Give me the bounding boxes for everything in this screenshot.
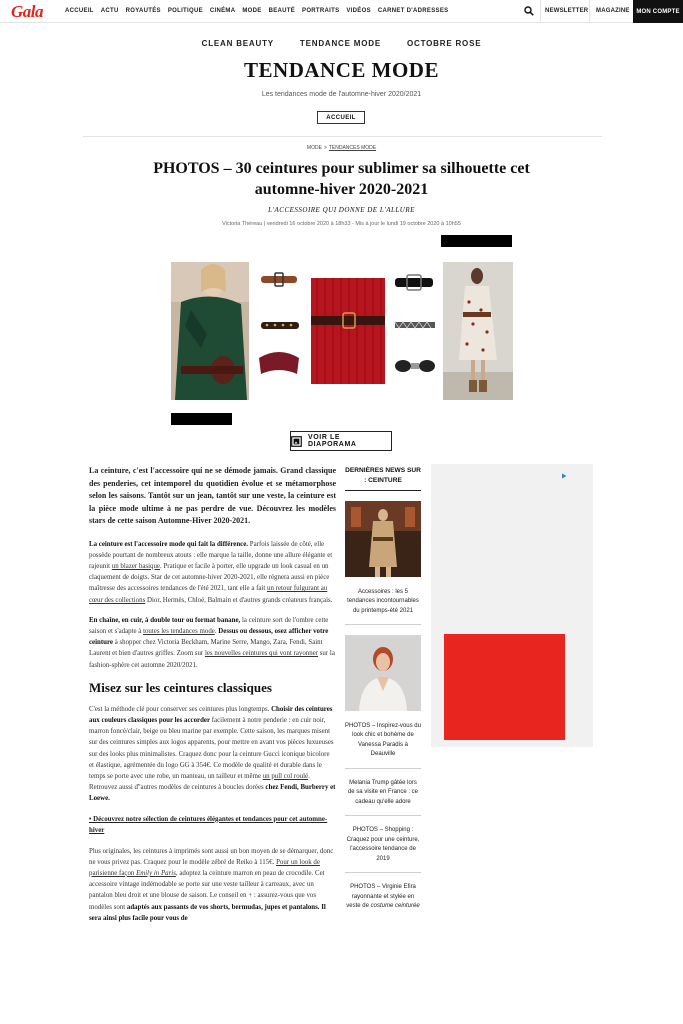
sidebar-news-item[interactable] <box>345 883 421 920</box>
paragraph: La ceinture est l'accessoire mode qui fait la différence. Parfois laissée de côté, elle possède pourtant de nombreux atouts : elle marque la taille, donne une allure élégante et rajeunit un blazer basique. Pratique et facile à porter, elle upgrade un look casual en un claquement de doigts. Star de cet automne-hiver 2020-2021, elle régnera aussi en pièce maîtresse des accessoires tendances de l'été 2021, tant elle a fait un retour fulgurant au cœur des collections Dior, Hermès, Chloé, Balmain et d'autres grands créateurs français. <box>89 540 333 604</box>
selection-link[interactable]: • Découvrez notre sélection de ceintures élégantes et tendances pour cet automne-hiver <box>89 815 328 834</box>
article-body <box>89 465 336 933</box>
home-button[interactable]: ACCUEIL <box>317 111 365 124</box>
paragraph: C'est la méthode clé pour conserver ses ceintures plus longtemps. Choisir des ceintures aux couleurs classiques pour les accorder facilement à notre penderie : en cuir noir, marron foncé/clair, beige ou bleu marine par exemple. Cette saison, les marques misent sur des ceintures simples aux logos apparents, pour mettre en avant vos pièces luxueuses sur des looks plus minimalistes. Craquez donc pour la ceinture Gucci iconique bicolore et élastique, agrémentée du logo GG à 354€. Ce modèle de qualité et durable dans le temps se porte avec une robe, un manteau, un tailleur et même un pull col roulé. Retrouvez aussi d''autres modèles de ceintures à boucles dorées chez Fendi, Burberry et Loewe. <box>89 705 336 803</box>
section-subtitle: Les tendances mode de l'automne-hiver 2020/2021 <box>261 91 422 98</box>
inline-link[interactable]: toutes les tendances mode <box>143 627 215 635</box>
nav-link-cinema[interactable]: CINÉMA <box>209 8 236 14</box>
main-nav <box>65 8 448 14</box>
article-intro: La ceinture, c'est l'accessoire qui ne se démode jamais. Grand classique des penderies, cet intemporel du quotidien évolue et se métamorphose selon les saisons. Tantôt sur un jean, tantôt sur une veste, la ceinture est la pièce mode ultime à ne pas perdre de vue. Découvrez les modèles stars de cette saison Automne-Hiver 2020-2021. <box>89 466 336 525</box>
red-knit-belt-photo <box>311 278 385 384</box>
ad-banner[interactable] <box>444 634 565 740</box>
inline-link[interactable]: un blazer basique <box>111 562 160 570</box>
category-clean-beauty[interactable]: CLEAN BEAUTY <box>201 39 274 48</box>
latest-news-sidebar <box>345 466 421 930</box>
divider <box>83 136 602 137</box>
nav-divider <box>540 0 541 23</box>
sidebar-news-text[interactable]: PHOTOS – Shopping : Craquez pour une ceinture, l'accessoire tendance de 2019 <box>346 827 420 862</box>
news-thumbnail[interactable] <box>345 501 421 577</box>
article-byline: Victoria Théreau | vendredi 16 octobre 2020 à 18h33 - Mis à jour le lundi 19 octobre 2020 à 10h55 <box>222 221 461 227</box>
breadcrumb-tendances-mode[interactable]: TENDANCES MODE <box>328 145 377 151</box>
nav-link-royautes[interactable]: ROYAUTÉS <box>125 8 161 14</box>
sidebar-title: DERNIÈRES NEWS SUR : CEINTURE <box>345 466 421 491</box>
nav-link-carnet[interactable]: CARNET D'ADRESSES <box>377 8 449 14</box>
section-heading: Misez sur les ceintures classiques <box>89 679 272 695</box>
inline-link[interactable]: Pour un look de parisienne façon Emily in Paris <box>89 858 320 877</box>
article-title: PHOTOS – 30 ceintures pour sublimer sa silhouette cet automne-hiver 2020-2021 <box>153 160 530 198</box>
category-tendance-mode[interactable]: TENDANCE MODE <box>299 39 381 48</box>
paragraph: En chaîne, en cuir, à double tour ou format banane, la ceinture sort de l'ombre cette saison et s'adapte à toutes les tendances mode. Dessus ou dessous, osez afficher votre ceinture à shopper chez Victoria Beckham, Marine Serre, Mango, Zara, Fendi, Saint Laurent et bien d'autres griffes. Zoom sur les nouvelles ceintures qui vont rayonner sur la fashion-sphère cet automne 2020/2021. <box>89 616 335 669</box>
sidebar-news-item[interactable] <box>345 826 421 873</box>
inline-link[interactable]: un retour fulgurant au cœur des collections <box>89 585 328 604</box>
sidebar-news-text[interactable]: Melania Trump gâtée lors de sa visite en France : ce cadeau qu'elle adore <box>347 779 419 805</box>
model-green-sweater-photo <box>171 262 249 400</box>
sidebar-news-item[interactable] <box>345 635 421 769</box>
nav-link-mode[interactable]: MODE <box>242 8 262 14</box>
category-octobre-rose[interactable]: OCTOBRE ROSE <box>407 39 482 48</box>
view-slideshow-label: VOIR LE DIAPORAMA <box>307 434 357 448</box>
magazine-link[interactable]: MAGAZINE <box>596 8 630 14</box>
sidebar-news-item[interactable] <box>345 779 421 817</box>
section-title: TENDANCE MODE <box>244 58 439 82</box>
sidebar-news-item[interactable] <box>345 501 421 625</box>
nav-link-portraits[interactable]: PORTRAITS <box>302 8 340 14</box>
sidebar-news-text[interactable]: Accessoires : les 5 tendances incontournables du printemps-été 2021 <box>347 588 419 614</box>
nav-divider <box>589 0 590 23</box>
sidebar-news-text[interactable]: PHOTOS – Virginie Efira rayonnante et stylée en veste de costume ceinturée <box>346 884 420 909</box>
redacted-block <box>441 235 512 247</box>
inline-link[interactable]: un pull col roulé <box>262 772 309 780</box>
gala-logo[interactable]: Gala <box>11 2 43 21</box>
redacted-block <box>171 413 232 425</box>
account-button[interactable]: MON COMPTE <box>633 0 683 23</box>
nav-link-actu[interactable]: ACTU <box>100 8 119 14</box>
section-categories <box>0 39 683 48</box>
nav-link-beaute[interactable]: BEAUTÉ <box>268 8 296 14</box>
nav-link-videos[interactable]: VIDÉOS <box>346 8 371 14</box>
ad-choices-icon[interactable] <box>561 473 567 479</box>
search-icon[interactable] <box>524 6 534 16</box>
runway-model-photo <box>443 262 513 400</box>
belts-collage-image[interactable] <box>171 262 513 400</box>
breadcrumb-mode[interactable]: MODE <box>306 145 322 151</box>
newsletter-link[interactable]: NEWSLETTER <box>545 8 589 14</box>
news-thumbnail[interactable] <box>345 635 421 711</box>
breadcrumb <box>0 145 683 151</box>
inline-link[interactable]: les nouvelles ceintures qui vont rayonner <box>204 650 319 658</box>
breadcrumb-separator: > <box>323 145 327 151</box>
slideshow-icon <box>291 436 302 447</box>
nav-link-politique[interactable]: POLITIQUE <box>167 8 203 14</box>
article-kicker: L'ACCESSOIRE QUI DONNE DE L'ALLURE <box>268 206 415 214</box>
nav-link-accueil[interactable]: ACCUEIL <box>65 8 94 14</box>
view-slideshow-button[interactable] <box>290 431 392 451</box>
paragraph: Plus originales, les ceintures à imprimés sont aussi un bon moyen de se démarquer, donc ne vous privez pas. Craquez pour le modèle zébré de Reiko à 115€. Pour un look de parisienne façon Emily in Paris, adoptez la ceinture marron en peau de crocodile. Cet accessoire vintage indémodable se porte sur une veste tailleur à carreaux, avec un pantalon bleu droit et une blouse de saison. Le conseil en + : assurez-vous que vos modèles sont adaptés aux passants de vos shorts, bermudas, jupes et pantalons. Il sera ainsi plus facile pour vous de <box>89 847 334 922</box>
top-navbar <box>0 0 683 23</box>
sidebar-news-text[interactable]: PHOTOS – Inspirez-vous du look chic et bohème de Vanessa Paradis à Deauville <box>345 722 421 757</box>
advertisement[interactable] <box>431 464 593 747</box>
